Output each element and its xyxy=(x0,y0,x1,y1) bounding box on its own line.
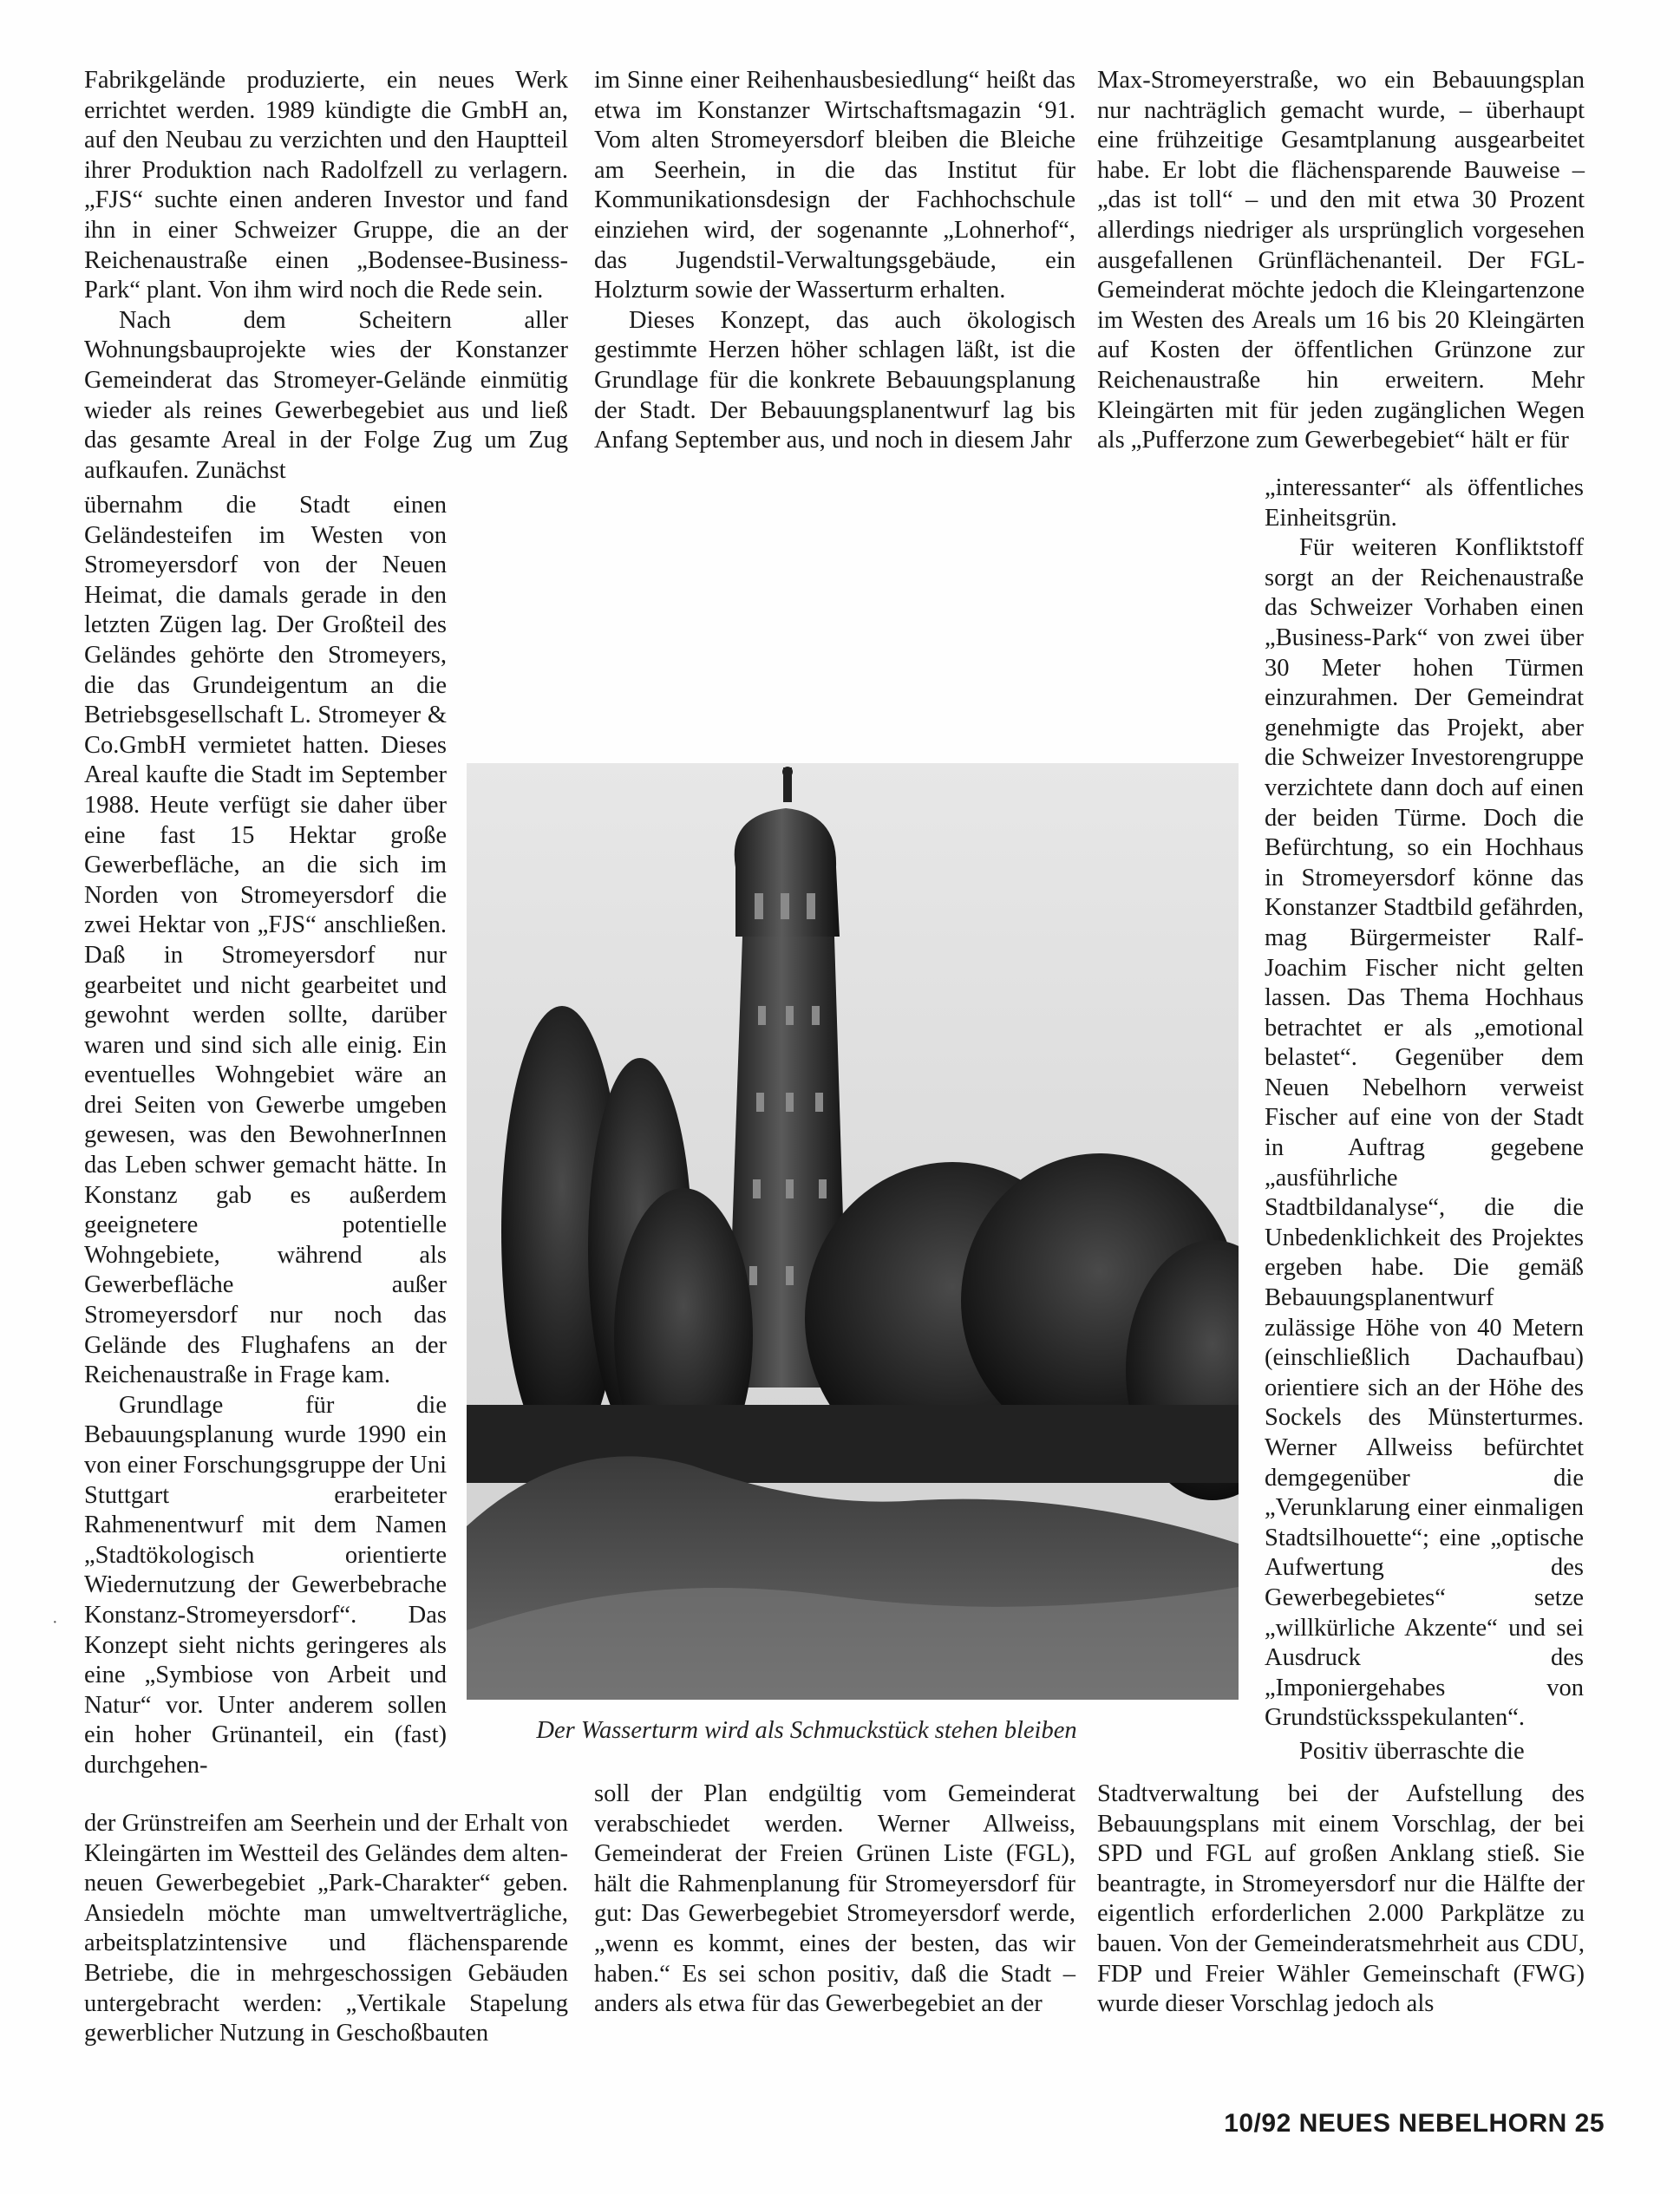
paragraph: „interessanter“ als öffentliches Einheitsgrün. xyxy=(1265,474,1584,532)
paragraph: Für weiteren Konfliktstoff sorgt an der Reichenaustraße das Schweizer Vorhaben einen „Business-Park“ von zwei über 30 Meter hohen Türmen einzurahmen. Der Gemeindrat genehmigte das Projekt, aber die Schweizer Investorengruppe verzichtete dann doch auf einen der beiden Türme. Doch die Befürchtung, so ein Hochhaus in Stromeyersdorf könne das Konstanzer Stadtbild gefährden, mag Bürgermeister Ralf-Joachim Fischer nicht gelten lassen. Das Thema Hochhaus betrachtet er als „emotional belastet“. Gegenüber dem Neuen Nebelhorn verweist Fischer auf eine von der Stadt in Auftrag gegebene „ausführliche Stadtbildanalyse“, die die Unbedenklichkeit des Projektes ergeben habe. Die gemäß Bebauungsplanentwurf zulässige Höhe von 40 Metern (einschließlich Dachaufbau) orientiere sich an der Höhe des Sockels des Münsterturmes. Werner Allweiss befürchtet demgegenüber die „Verunklarung einer einmaligen Stadtsilhouette“; eine „optische Aufwertung des Gewerbegebietes“ setze „willkürliche Akzente“ und sei Ausdruck des „Imponiergehabes von Grundstücksspekulanten“. xyxy=(1265,534,1585,1732)
paragraph: Grundlage für die Bebauungsplanung wurde 1990 ein von einer Forschungsgruppe der Uni Stuttgart erarbeiteter Rahmenentwurf mit dem Namen „Stadtökologisch orientierte Wiedernutzung der Gewerbebrache Konstanz-Stromeyersdorf“. Das Konzept sieht nichts geringeres als eine „Symbiose von Arbeit und Natur“ vor. Unter anderem sollen ein hoher Grünanteil, ein (fast) durchgehen- xyxy=(84,1391,447,1779)
column-3-bottom xyxy=(1097,1779,1585,2020)
paragraph: Fabrikgelände produzierte, ein neues Werk errichtet werden. 1989 kündigte die GmbH an, auf den Neubau zu verzichten und den Hauptteil ihrer Produktion nach Radolfzell zu verlagern. „FJS“ suchte einen anderen Investor und fand ihn in einer Schweizer Gruppe, die an der Reichenaustraße einen „Bodensee-Business-Park“ plant. Von ihm wird noch die Rede sein. xyxy=(84,67,568,304)
column-2-top xyxy=(594,66,1075,456)
paragraph: der Grünstreifen am Seerhein und der Erhalt von Kleingärten im Westteil des Geländes dem alten-neuen Gewerbegebiet „Park-Charakter“ geben. Ansiedeln möchte man umweltverträgliche, arbeitsplatzintensive und flächensparende Betriebe, die in mehrgeschossigen Gebäuden untergebracht werden: „Vertikale Stapelung gewerblicher Nutzung in Geschoßbauten xyxy=(84,1810,568,2047)
paragraph: im Sinne einer Reihenhausbesiedlung“ heißt das etwa im Konstanzer Wirtschaftsmagazin ‘91. Vom alten Stromeyersdorf bleiben die Bleiche am Seerhein, in die das Institut für Kommunikationsdesign der Fachhochschule einziehen wird, der sogenannte „Lohnerhof“, das Jugendstil-Verwaltungsgebäude, ein Holzturm sowie der Wasserturm erhalten. xyxy=(594,67,1075,304)
paragraph: Positiv überraschte die xyxy=(1299,1737,1525,1765)
column-1-bottom xyxy=(84,1809,568,2049)
column-3-narrow xyxy=(1265,473,1584,1767)
paragraph: übernahm die Stadt einen Geländesteifen im Westen von Stromeyersdorf von der Neuen Heimat, die damals gerade in den letzten Zügen lag. Der Großteil des Geländes gehörte den Stromeyers, die das Grundeigentum an die Betriebsgesellschaft L. Stromeyer & Co.GmbH vermietet hatten. Dieses Areal kaufte die Stadt im September 1988. Heute verfügt sie daher über eine fast 15 Hektar große Gewerbefläche, an die sich im Norden von Stromeyersdorf die zwei Hektar von „FJS“ anschließen. Daß in Stromeyersdorf nur gearbeitet und nicht gearbeitet und gewohnt werden sollte, darüber waren und sind sich alle einig. Ein eventuelles Wohngebiet wäre an drei Seiten von Gewerbe umgeben gewesen, was den BewohnerInnen das Leben schwer gemacht hätte. In Konstanz gab es außerdem geeignetere potentielle Wohngebiete, während als Gewerbefläche außer Stromeyersdorf nur noch das Gelände des Flughafens an der Reichenaustraße in Frage kam. xyxy=(84,492,447,1389)
paragraph: Nach dem Scheitern aller Wohnungsbauprojekte wies der Konstanzer Gemeinderat das Stromeyer-Gelände einmütig wieder als reines Gewerbegebiet aus und ließ das gesamte Areal in der Folge Zug um Zug aufkaufen. Zunächst xyxy=(84,306,568,484)
column-3-top xyxy=(1097,66,1585,456)
column-2-bottom xyxy=(594,1779,1075,2020)
page-footer: 10/92 NEUES NEBELHORN 25 xyxy=(1224,2109,1605,2138)
margin-dot: · xyxy=(52,1613,58,1632)
paragraph: Stadtverwaltung bei der Aufstellung des Bebauungsplans mit einem Vorschlag, der bei SPD und FGL auf großen Anklang stieß. Sie beantragte, in Stromeyersdorf nur die Hälfte der eigentlich erforderlichen 2.000 Parkplätze zu bauen. Von der Gemeinderatsmehrheit aus CDU, FDP und Freier Wähler Gemeinschaft (FWG) wurde dieser Vorschlag jedoch als xyxy=(1097,1780,1585,2018)
photo-caption: Der Wasserturm wird als Schmuckstück stehen bleiben xyxy=(536,1717,1077,1744)
water-tower-photo xyxy=(467,763,1239,1700)
paragraph: soll der Plan endgültig vom Gemeinderat verabschiedet werden. Werner Allweiss, Gemeinderat der Freien Grünen Liste (FGL), hält die Rahmenplanung für Stromeyersdorf für gut: Das Gewerbegebiet Stromeyersdorf werde, „wenn es kommt, eines der besten, das wir haben.“ Es sei schon positiv, daß die Stadt – anders als etwa für das Gewerbegebiet an der xyxy=(594,1780,1075,2018)
column-1-narrow xyxy=(84,491,447,1781)
paragraph: Dieses Konzept, das auch ökologisch gestimmte Herzen höher schlagen läßt, ist die Grundlage für die konkrete Bebauungsplanung der Stadt. Der Bebauungsplanentwurf lag bis Anfang September aus, und noch in diesem Jahr xyxy=(594,306,1075,454)
paragraph: Max-Stromeyerstraße, wo ein Bebauungsplan nur nachträglich gemacht wurde, – überhaupt eine frühzeitige Gesamtplanung ausgearbeitet habe. Er lobt die flächensparende Bauweise – „das ist toll“ – und den mit etwa 30 Prozent allerdings niedriger als ursprünglich vorgesehen ausgefallenen Grünflächenanteil. Der FGL-Gemeinderat möchte jedoch die Kleingartenzone im Westen des Areals um 16 bis 20 Kleingärten auf Kosten der öffentlichen Grünzone zur Reichenaustraße hin erweitern. Mehr Kleingärten mit für jeden zugänglichen Wegen als „Pufferzone zum Gewerbegebiet“ hält er für xyxy=(1097,67,1585,454)
column-1-top xyxy=(84,66,568,486)
